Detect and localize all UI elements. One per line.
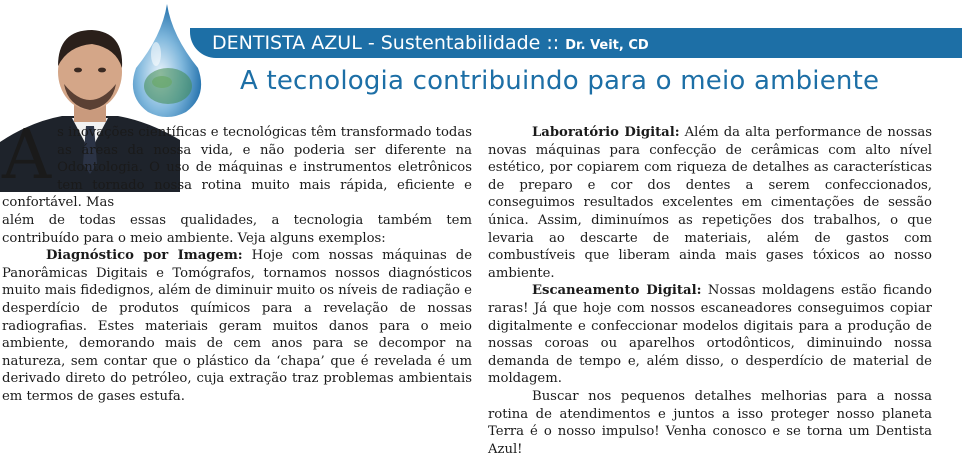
diagnostico-text: Hoje com nossas máquinas de Panorâmicas Digitais e Tomógrafos, tornamos nossos diagnósticos muito mais fidedignos, além de diminuir muito os níveis de radiação e desperdício de produtos químicos para a revelação de nossas radiografias. Estes materiais geram muitos danos para o meio ambiente, demorando mais de cem anos para se decompor na natureza, sem contar que o plástico da ‘chapa’ que é revelada é um derivado direto do petróleo, cuja extração traz problemas ambientais em termos de gases estufa. [2,248,472,404]
author-name: Dr. Veit, CD [565,38,649,53]
escaneamento-paragraph [488,282,932,388]
section-title [212,28,649,58]
save-planet-logo [128,2,206,122]
section-title-text: DENTISTA AZUL - Sustentabilidade :: [212,32,566,54]
diagnostico-paragraph [2,247,472,405]
closing-paragraph: Buscar nos pequenos detalhes melhorias para a nossa rotina de atendimentos e juntos a isso proteger nosso planeta Terra é o nosso impulso! Venha conosco e se torna um Dentista Azul! [488,388,932,457]
intro-paragraph [2,116,472,212]
article-headline: A tecnologia contribuindo para o meio ambiente [240,66,880,96]
diagnostico-label: Diagnóstico por Imagem: [46,248,243,264]
article-column-right [488,124,932,458]
laboratorio-label: Laboratório Digital: [532,125,680,140]
escaneamento-text: Nossas moldagens estão ficando raras! Já que hoje com nossos escaneadores conseguimos copiar digitalmente e confeccionar modelos digitais para a produção de nossas coroas ou aparelhos ortodônticos, diminuindo nossa demanda de tempo e, além disso, o desperdício de material de moldagem. [488,283,932,387]
escaneamento-label: Escaneamento Digital: [532,283,702,299]
laboratorio-text: Além da alta performance de nossas novas máquinas para confecção de cerâmicas com alto nível estético, por copiarem com riqueza de detalhes as características de preparo e cor dos dentes a serem confeccionados, conseguimos resultados excelentes em cimentações de sessão única. Assim, diminuímos as repetições dos trabalhos, o que levaria ao descarte de materiais, além de gastos com combustíveis que liberam ainda mais gases tóxicos ao nosso ambiente. [488,125,933,281]
article-column-left [2,116,472,406]
drop-cap: A [2,116,52,195]
intro-continued: além de todas essas qualidades, a tecnologia também tem contribuído para o meio ambiente. Veja alguns exemplos: [2,212,472,246]
laboratorio-paragraph [488,124,932,282]
intro-text: s inovações científicas e tecnológicas têm transformado todas as áreas da nossa vida, e não poderia ser diferente na Odontologia. O uso de máquinas e instrumentos eletrônicos tem tornado nossa rotina muito mais rápida, eficiente e confortável. Mas [2,125,472,211]
